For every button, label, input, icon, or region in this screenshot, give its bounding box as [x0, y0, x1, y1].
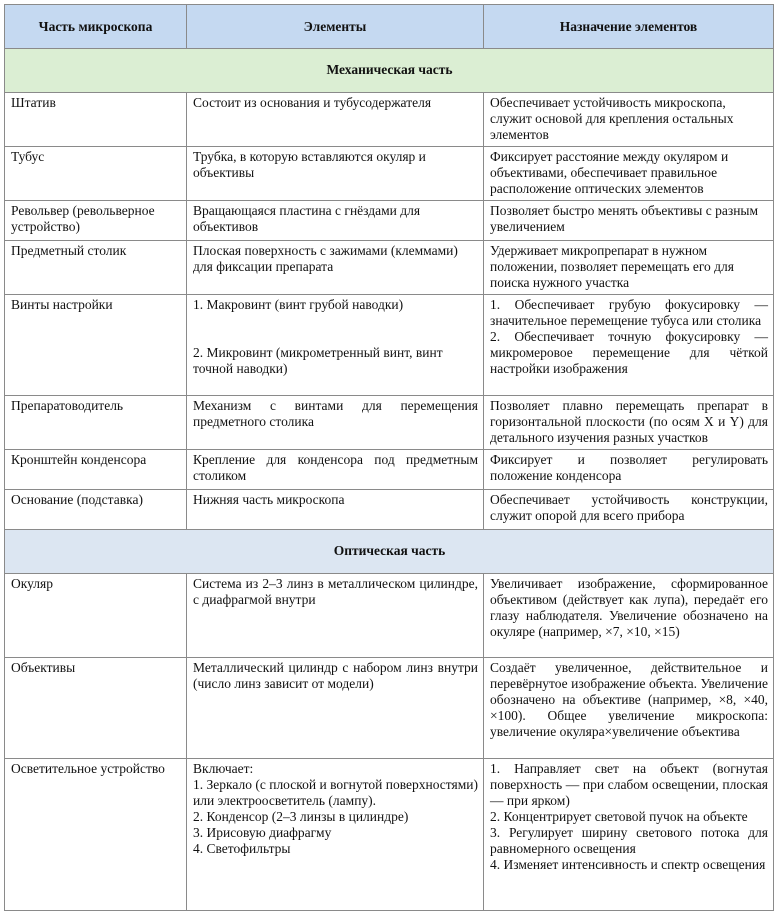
elements-line-1: 1. Макровинт (винт грубой наводки): [193, 297, 404, 312]
section-optical-title: Оптическая часть: [5, 530, 774, 574]
cell-elements: Состоит из основания и тубусодержателя: [187, 93, 484, 147]
elements-line: 1. Зеркало (с плоской и вогнутой поверхностями) или электроосветитель (лампу).: [193, 777, 478, 808]
cell-part: Препаратоводитель: [5, 396, 187, 450]
header-elements: Элементы: [187, 5, 484, 49]
elements-line: 4. Светофильтры: [193, 841, 291, 856]
cell-part: Кронштейн конденсора: [5, 450, 187, 490]
cell-part: Предметный столик: [5, 241, 187, 295]
cell-purpose: Позволяет быстро менять объективы с разным увеличением: [484, 201, 774, 241]
table-row: [5, 241, 774, 295]
purpose-line: 4. Изменяет интенсивность и спектр освещения: [490, 857, 766, 872]
cell-part: Тубус: [5, 147, 187, 201]
spacer: [193, 329, 478, 345]
header-part: Часть микроскопа: [5, 5, 187, 49]
cell-part: Основание (подставка): [5, 490, 187, 530]
cell-part: Осветительное устройство: [5, 759, 187, 911]
elements-line: Включает:: [193, 761, 254, 776]
header-row: [5, 5, 774, 49]
table-row: [5, 93, 774, 147]
cell-purpose: Создаёт увеличенное, действительное и перевёрнутое изображение объекта. Увеличение обозначено на объективе (например, ×8, ×40, ×100). Общее увеличение микроскопа: увеличение окуляра×увеличение объектива: [484, 658, 774, 759]
table-row: [5, 574, 774, 658]
cell-purpose: Удерживает микропрепарат в нужном положении, позволяет перемещать его для поиска нужного участка: [484, 241, 774, 295]
elements-line: 2. Конденсор (2–3 линзы в цилиндре): [193, 809, 409, 824]
table-row: [5, 201, 774, 241]
cell-elements: [187, 295, 484, 396]
table-row: [5, 490, 774, 530]
cell-purpose: Фиксирует и позволяет регулировать положение конденсора: [484, 450, 774, 490]
cell-elements: Крепление для конденсора под предметным столиком: [187, 450, 484, 490]
cell-purpose: [484, 759, 774, 911]
purpose-line: 3. Регулирует ширину светового потока для равномерного освещения: [490, 825, 768, 856]
cell-elements: [187, 759, 484, 911]
cell-elements: Металлический цилиндр с набором линз внутри (число линз зависит от модели): [187, 658, 484, 759]
cell-elements: Механизм с винтами для перемещения предметного столика: [187, 396, 484, 450]
elements-line: 3. Ирисовую диафрагму: [193, 825, 332, 840]
table-row: [5, 147, 774, 201]
cell-part: Штатив: [5, 93, 187, 147]
cell-purpose: Увеличивает изображение, сформированное объективом (действует как лупа), передаёт его глазу наблюдателя. Увеличение обозначено на окуляре (например, ×7, ×10, ×15): [484, 574, 774, 658]
cell-part: Объективы: [5, 658, 187, 759]
cell-elements: Вращающаяся пластина с гнёздами для объективов: [187, 201, 484, 241]
cell-purpose: Позволяет плавно перемещать препарат в горизонтальной плоскости (по осям X и Y) для детального изучения разных участков: [484, 396, 774, 450]
header-purpose: Назначение элементов: [484, 5, 774, 49]
table-row: [5, 396, 774, 450]
cell-purpose: Обеспечивает устойчивость конструкции, служит опорой для всего прибора: [484, 490, 774, 530]
cell-elements: Нижняя часть микроскопа: [187, 490, 484, 530]
spacer: [193, 313, 478, 329]
cell-purpose: Обеспечивает устойчивость микроскопа, служит основой для крепления остальных элементов: [484, 93, 774, 147]
section-mechanical-title: Механическая часть: [5, 49, 774, 93]
section-row-mechanical: [5, 49, 774, 93]
elements-line-2: 2. Микровинт (микрометренный винт, винт точной наводки): [193, 345, 443, 376]
table-row: [5, 295, 774, 396]
microscope-table: [4, 4, 774, 911]
cell-part: Окуляр: [5, 574, 187, 658]
cell-purpose: Фиксирует расстояние между окуляром и объективами, обеспечивает правильное расположение оптических элементов: [484, 147, 774, 201]
table-row: [5, 759, 774, 911]
cell-elements: Плоская поверхность с зажимами (клеммами) для фиксации препарата: [187, 241, 484, 295]
purpose-line-2: 2. Обеспечивает точную фокусировку — микромеровое перемещение для чёткой настройки изображения: [490, 329, 768, 376]
cell-elements: Трубка, в которую вставляются окуляр и объективы: [187, 147, 484, 201]
purpose-line: 1. Направляет свет на объект (вогнутая поверхность — при слабом освещении, плоская — при ярком): [490, 761, 768, 808]
cell-part: Винты настройки: [5, 295, 187, 396]
purpose-line-1: 1. Обеспечивает грубую фокусировку — значительное перемещение тубуса или столика: [490, 297, 768, 328]
purpose-line: 2. Концентрирует световой пучок на объекте: [490, 809, 748, 824]
table-row: [5, 658, 774, 759]
cell-elements: Система из 2–3 линз в металлическом цилиндре, с диафрагмой внутри: [187, 574, 484, 658]
cell-purpose: [484, 295, 774, 396]
section-row-optical: [5, 530, 774, 574]
cell-part: Револьвер (револьверное устройство): [5, 201, 187, 241]
table-row: [5, 450, 774, 490]
